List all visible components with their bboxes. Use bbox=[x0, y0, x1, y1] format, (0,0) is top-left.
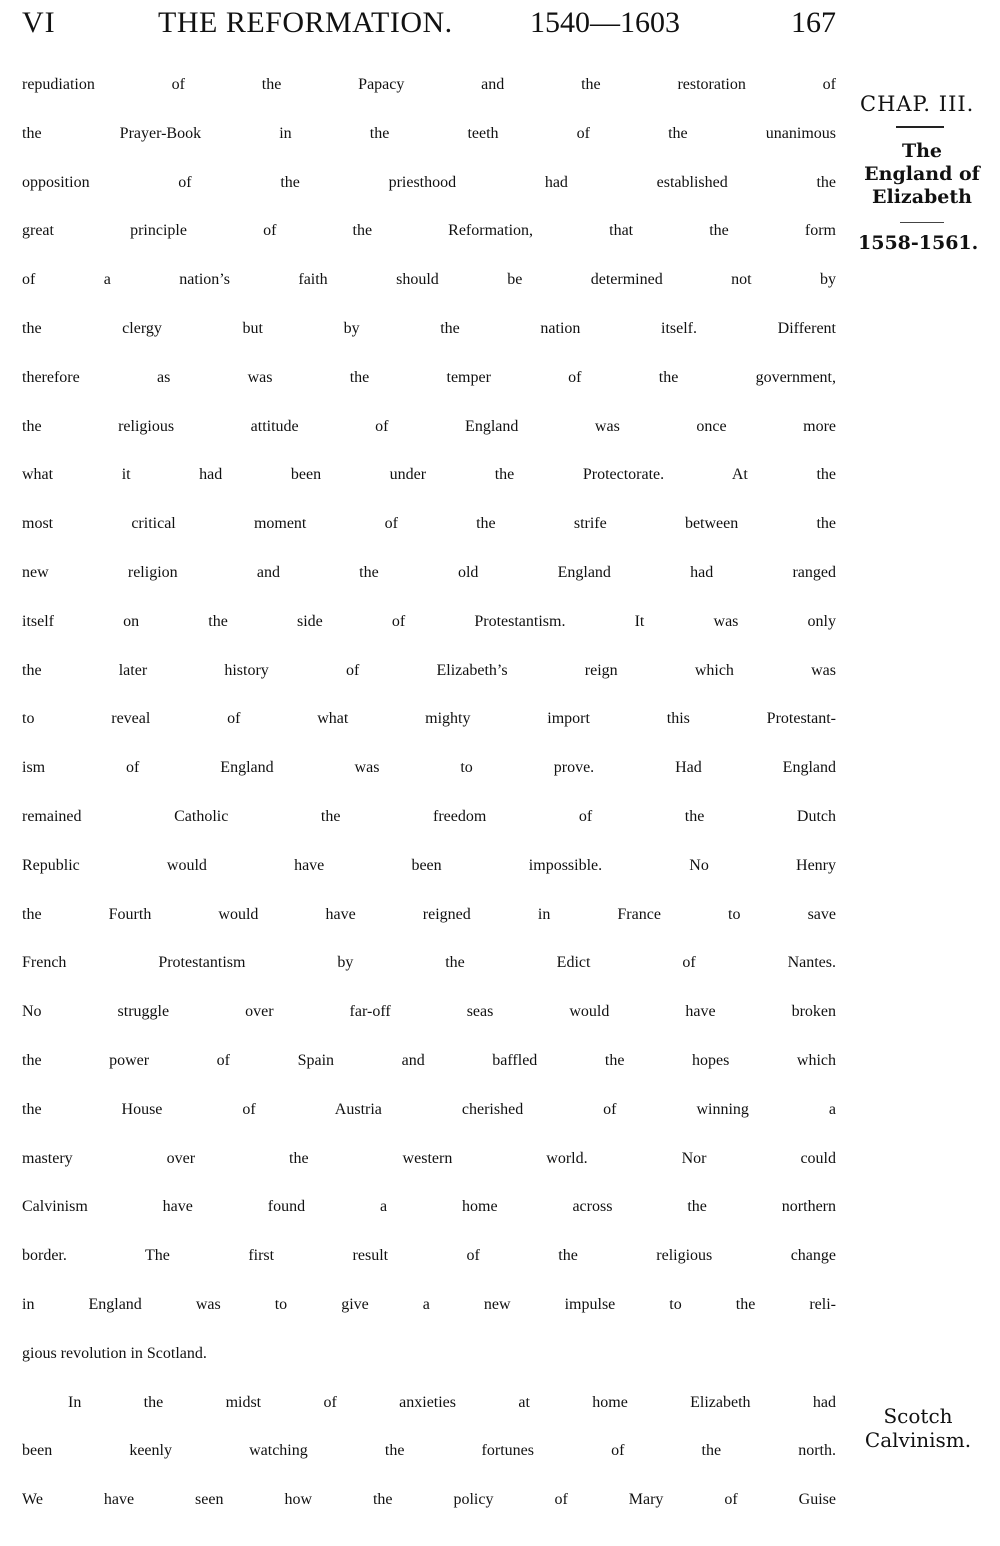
text-line: gious revolution in Scotland. bbox=[22, 1344, 207, 1362]
margin-dates-note: 1558-1561. bbox=[858, 232, 979, 254]
running-title: THE REFORMATION. bbox=[158, 6, 453, 39]
margin-scotch-note bbox=[852, 1404, 984, 1452]
text-line: most critical moment of the strife between the bbox=[22, 515, 836, 533]
margin-rule bbox=[896, 126, 944, 128]
text-line: repudiation of the Papacy and the restoration of bbox=[22, 76, 836, 93]
text-line: opposition of the priesthood had established the bbox=[22, 173, 836, 191]
margin-topic-line: Elizabeth bbox=[872, 186, 972, 208]
margin-topic-note bbox=[852, 140, 992, 209]
text-line: border. The first result of the religious change bbox=[22, 1247, 836, 1265]
margin-scotch-line: Calvinism. bbox=[864, 1428, 972, 1452]
text-line: remained Catholic the freedom of the Dutch bbox=[22, 807, 836, 825]
running-header bbox=[22, 4, 840, 44]
text-line: the later history of Elizabeth’s reign which was bbox=[22, 661, 836, 679]
text-line: the House of Austria cherished of winning a bbox=[22, 1100, 836, 1118]
text-line: the Prayer-Book in the teeth of the unanimous bbox=[22, 124, 836, 142]
text-line: In the midst of anxieties at home Elizabeth had bbox=[68, 1393, 836, 1411]
margin-scotch-line: Scotch bbox=[883, 1404, 953, 1428]
text-line: the Fourth would have reigned in France to save bbox=[22, 905, 836, 923]
text-line: the power of Spain and baffled the hopes which bbox=[22, 1051, 836, 1069]
text-line: mastery over the western world. Nor could bbox=[22, 1149, 836, 1167]
margin-topic-line: England of bbox=[864, 163, 980, 185]
text-line: We have seen how the policy of Mary of Guise bbox=[22, 1491, 836, 1509]
text-line: new religion and the old England had ranged bbox=[22, 563, 836, 581]
main-text bbox=[22, 76, 836, 1540]
text-line: No struggle over far-off seas would have broken bbox=[22, 1003, 836, 1021]
text-line: of a nation’s faith should be determined not by bbox=[22, 271, 836, 289]
running-years: 1540—1603 bbox=[530, 6, 680, 39]
text-line: Republic would have been impossible. No Henry bbox=[22, 856, 836, 874]
text-line: been keenly watching the fortunes of the north. bbox=[22, 1442, 836, 1460]
text-line: French Protestantism by the Edict of Nantes. bbox=[22, 954, 836, 972]
margin-topic-line: The bbox=[901, 140, 943, 162]
text-line: great principle of the Reformation, that the form bbox=[22, 222, 836, 240]
text-line: the clergy but by the nation itself. Different bbox=[22, 319, 836, 337]
text-line: therefore as was the temper of the government, bbox=[22, 368, 836, 386]
margin-rule bbox=[900, 222, 944, 223]
text-line: itself on the side of Protestantism. It was only bbox=[22, 612, 836, 630]
section-number: VI bbox=[22, 6, 56, 39]
margin-chapter-note: CHAP. III. bbox=[860, 92, 975, 116]
text-line: Calvinism have found a home across the northern bbox=[22, 1198, 836, 1216]
text-line: the religious attitude of England was once more bbox=[22, 417, 836, 435]
text-line: in England was to give a new impulse to the reli- bbox=[22, 1295, 836, 1313]
text-line: ism of England was to prove. Had England bbox=[22, 759, 836, 777]
text-line: what it had been under the Protectorate. At the bbox=[22, 466, 836, 484]
text-line: to reveal of what mighty import this Protestant- bbox=[22, 710, 836, 728]
page-number: 167 bbox=[791, 6, 836, 39]
